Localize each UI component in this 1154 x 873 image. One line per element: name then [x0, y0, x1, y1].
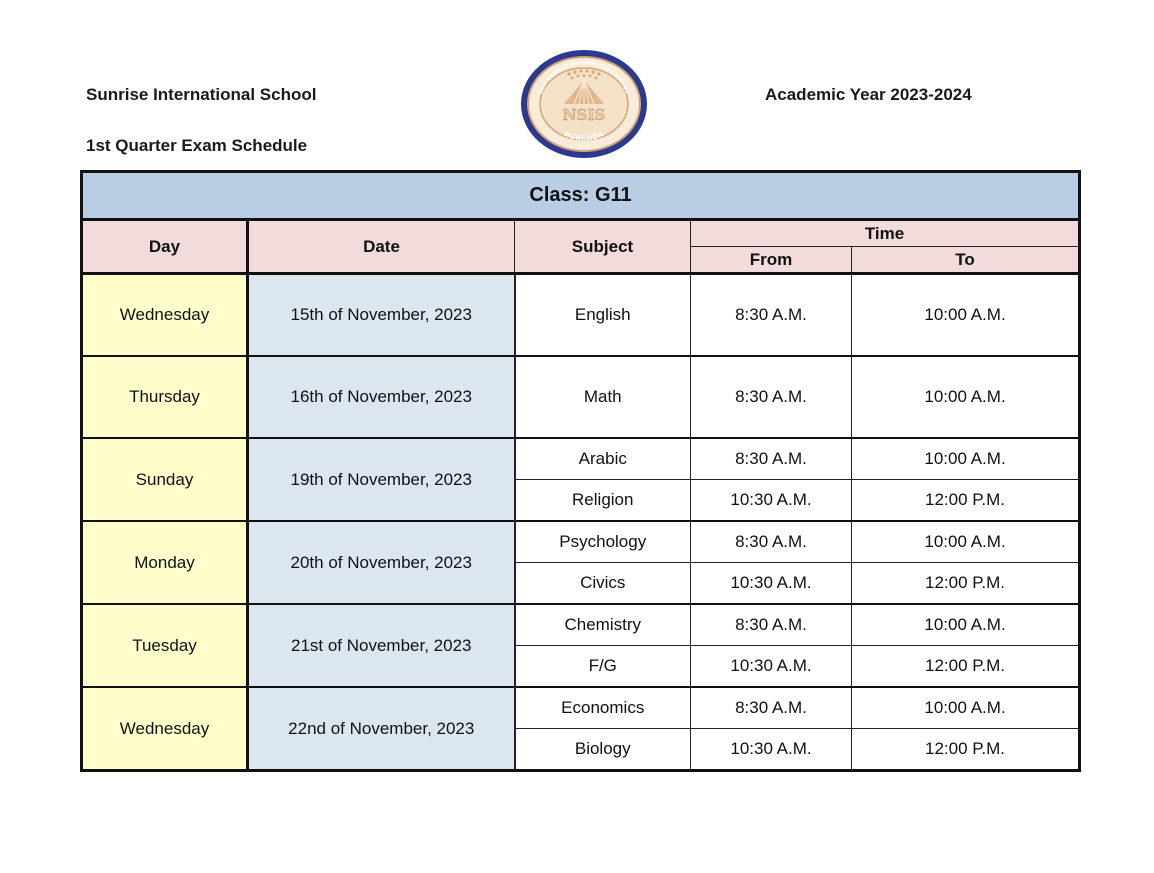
- to-cell: 10:00 A.M.: [852, 604, 1080, 646]
- subject-cell: Chemistry: [515, 604, 691, 646]
- logo-center-text: NSIS: [562, 106, 606, 124]
- date-cell: 16th of November, 2023: [248, 356, 515, 438]
- day-cell: Wednesday: [82, 274, 248, 357]
- date-cell: 22nd of November, 2023: [248, 687, 515, 771]
- table-row: [82, 356, 1080, 438]
- day-cell: Monday: [82, 521, 248, 604]
- from-cell: 10:30 A.M.: [691, 729, 852, 771]
- to-cell: 12:00 P.M.: [852, 563, 1080, 605]
- exam-schedule-table: [80, 170, 1081, 772]
- subject-cell: Arabic: [515, 438, 691, 480]
- subject-cell: Biology: [515, 729, 691, 771]
- academic-year: Academic Year 2023-2024: [765, 85, 972, 104]
- day-cell: Sunday: [82, 438, 248, 521]
- column-header-date: Date: [248, 220, 515, 274]
- school-name: Sunrise International School: [86, 85, 317, 104]
- subject-cell: F/G: [515, 646, 691, 688]
- date-cell: 21st of November, 2023: [248, 604, 515, 687]
- to-cell: 10:00 A.M.: [852, 356, 1080, 438]
- table-row: [82, 521, 1080, 563]
- subject-cell: Economics: [515, 687, 691, 729]
- subject-cell: Religion: [515, 480, 691, 522]
- to-cell: 10:00 A.M.: [852, 521, 1080, 563]
- school-logo: [519, 48, 649, 160]
- column-header-subject: Subject: [515, 220, 691, 274]
- date-cell: 15th of November, 2023: [248, 274, 515, 357]
- schedule-title: 1st Quarter Exam Schedule: [86, 136, 308, 155]
- from-cell: 8:30 A.M.: [691, 687, 852, 729]
- table-row: [82, 687, 1080, 729]
- column-header-to: To: [852, 247, 1080, 274]
- to-cell: 10:00 A.M.: [852, 687, 1080, 729]
- to-cell: 12:00 P.M.: [852, 729, 1080, 771]
- subject-cell: English: [515, 274, 691, 357]
- to-cell: 12:00 P.M.: [852, 646, 1080, 688]
- subject-cell: Psychology: [515, 521, 691, 563]
- subject-cell: Math: [515, 356, 691, 438]
- column-header-from: From: [691, 247, 852, 274]
- from-cell: 8:30 A.M.: [691, 438, 852, 480]
- logo-ring-text: NEW SUNRISE INTERNATIONAL SCHOOL: [539, 60, 629, 95]
- from-cell: 8:30 A.M.: [691, 521, 852, 563]
- date-cell: 20th of November, 2023: [248, 521, 515, 604]
- day-cell: Tuesday: [82, 604, 248, 687]
- day-cell: Thursday: [82, 356, 248, 438]
- from-cell: 8:30 A.M.: [691, 356, 852, 438]
- subject-cell: Civics: [515, 563, 691, 605]
- logo-location-text: HURGADA: [562, 130, 606, 143]
- column-header-day: Day: [82, 220, 248, 274]
- table-row: [82, 274, 1080, 357]
- from-cell: 10:30 A.M.: [691, 563, 852, 605]
- from-cell: 8:30 A.M.: [691, 604, 852, 646]
- to-cell: 10:00 A.M.: [852, 438, 1080, 480]
- from-cell: 8:30 A.M.: [691, 274, 852, 357]
- from-cell: 10:30 A.M.: [691, 480, 852, 522]
- table-row: [82, 604, 1080, 646]
- column-header-time: Time: [691, 220, 1080, 247]
- to-cell: 10:00 A.M.: [852, 274, 1080, 357]
- date-cell: 19th of November, 2023: [248, 438, 515, 521]
- from-cell: 10:30 A.M.: [691, 646, 852, 688]
- day-cell: Wednesday: [82, 687, 248, 771]
- to-cell: 12:00 P.M.: [852, 480, 1080, 522]
- class-title: Class: G11: [82, 172, 1080, 220]
- table-row: [82, 438, 1080, 480]
